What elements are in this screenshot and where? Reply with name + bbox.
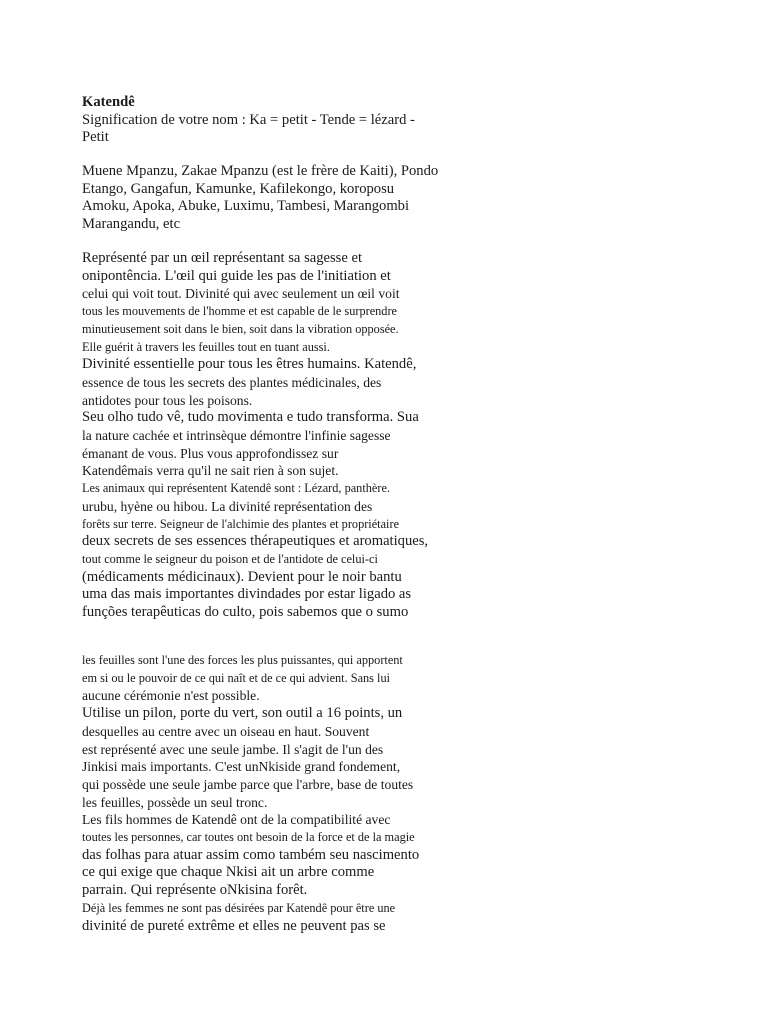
body-line: Jinkisi mais importants. C'est unNkiside grand fondement, bbox=[82, 759, 401, 775]
body-line: Katendêmais verra qu'il ne sait rien à son sujet. bbox=[82, 463, 339, 479]
body-line: Divinité essentielle pour tous les êtres humains. Katendê, bbox=[82, 356, 417, 373]
body-line: em si ou le pouvoir de ce qui naît et de ce qui advient. Sans lui bbox=[82, 670, 391, 685]
body-line: Représenté par un œil représentant sa sagesse et bbox=[82, 250, 363, 266]
body-line: (médicaments médicinaux). Devient pour le noir bantu bbox=[82, 568, 402, 585]
body-line: émanant de vous. Plus vous approfondissez sur bbox=[82, 445, 339, 461]
body-line: uma das mais importantes divindades por estar ligado as bbox=[82, 586, 412, 603]
document-title: Katendê bbox=[82, 94, 135, 110]
body-line: toutes les personnes, car toutes ont besoin de la force et de la magie bbox=[82, 830, 415, 845]
body-line: Déjà les femmes ne sont pas désirées par Katendê pour être une bbox=[82, 900, 396, 915]
body-line: antidotes pour tous les poisons. bbox=[82, 392, 253, 408]
body-line: das folhas para atuar assim como também seu nascimento bbox=[82, 846, 420, 863]
body-line: la nature cachée et intrinsèque démontre l'infinie sagesse bbox=[82, 428, 391, 444]
body-line: Les animaux qui représentent Katendê sont : Lézard, panthère. bbox=[82, 481, 390, 496]
body-line: onipontência. L'œil qui guide les pas de l'initiation et bbox=[82, 267, 391, 284]
names-line: Amoku, Apoka, Abuke, Luximu, Tambesi, Marangombi bbox=[82, 198, 410, 215]
body-line: les feuilles, possède un seul tronc. bbox=[82, 794, 268, 810]
body-line: urubu, hyène ou hibou. La divinité représentation des bbox=[82, 498, 373, 514]
body-line: celui qui voit tout. Divinité qui avec seulement un œil voit bbox=[82, 286, 400, 302]
body-line: Les fils hommes de Katendê ont de la compatibilité avec bbox=[82, 812, 391, 828]
body-line: minutieusement soit dans le bien, soit dans la vibration opposée. bbox=[82, 321, 399, 336]
body-line: les feuilles sont l'une des forces les plus puissantes, qui apportent bbox=[82, 653, 403, 667]
body-line: Elle guérit à travers les feuilles tout en tuant aussi. bbox=[82, 339, 330, 354]
names-line: Marangandu, etc bbox=[82, 216, 181, 233]
names-line: Etango, Gangafun, Kamunke, Kafilekongo, koroposu bbox=[82, 180, 395, 197]
body-upper-paragraph bbox=[82, 250, 482, 622]
body-line: essence de tous les secrets des plantes médicinales, des bbox=[82, 374, 382, 390]
body-line: divinité de pureté extrême et elles ne peuvent pas se bbox=[82, 917, 386, 934]
names-paragraph bbox=[82, 163, 482, 234]
body-line: desquelles au centre avec un oiseau en haut. Souvent bbox=[82, 723, 370, 739]
body-line: ce qui exige que chaque Nkisi ait un arbre comme bbox=[82, 864, 375, 881]
body-line: aucune cérémonie n'est possible. bbox=[82, 688, 260, 704]
name-meaning-line: Signification de votre nom : Ka = petit - Tende = lézard - bbox=[82, 111, 415, 128]
heading-block bbox=[82, 94, 482, 147]
body-line: tous les mouvements de l'homme et est capable de le surprendre bbox=[82, 304, 398, 319]
body-line: est représenté avec une seule jambe. Il s'agit de l'un des bbox=[82, 741, 384, 757]
name-meaning-line: Petit bbox=[82, 129, 109, 146]
body-line: parrain. Qui représente oNkisina forêt. bbox=[82, 882, 308, 899]
body-line: tout comme le seigneur du poison et de l'antidote de celui-ci bbox=[82, 551, 378, 566]
body-lower-paragraph bbox=[82, 652, 482, 935]
body-line: Utilise un pilon, porte du vert, son outil a 16 points, un bbox=[82, 705, 403, 722]
body-line: Seu olho tudo vê, tudo movimenta e tudo transforma. Sua bbox=[82, 409, 419, 426]
body-line: qui possède une seule jambe parce que l'arbre, base de toutes bbox=[82, 776, 414, 792]
names-line: Muene Mpanzu, Zakae Mpanzu (est le frère de Kaiti), Pondo bbox=[82, 163, 439, 179]
body-line: forêts sur terre. Seigneur de l'alchimie des plantes et propriétaire bbox=[82, 516, 400, 531]
body-line: funções terapêuticas do culto, pois sabemos que o sumo bbox=[82, 604, 409, 621]
body-line: deux secrets de ses essences thérapeutiques et aromatiques, bbox=[82, 533, 429, 550]
